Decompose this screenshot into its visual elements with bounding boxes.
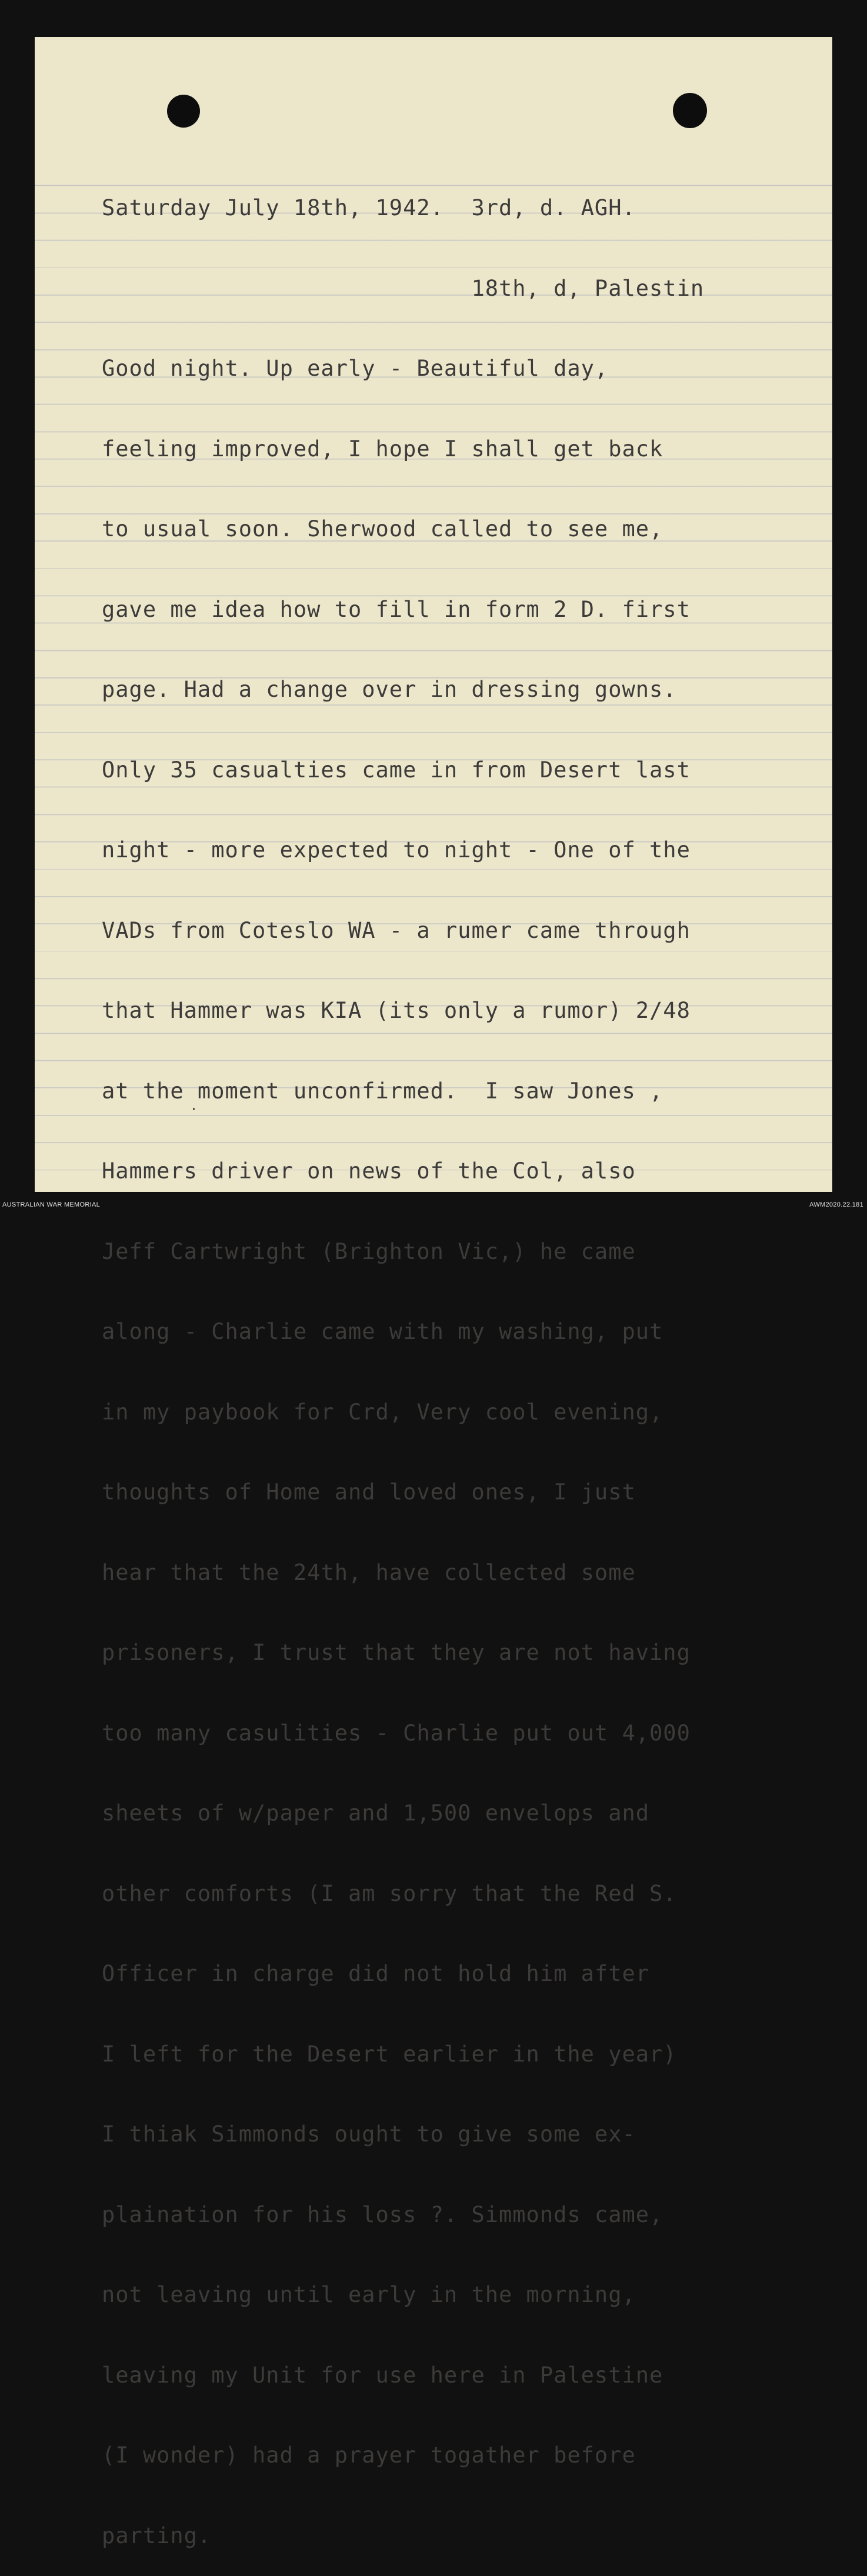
- typed-diary-entry: [102, 141, 798, 2576]
- text-line: prisoners, I trust that they are not having: [102, 1640, 691, 1665]
- text-line: at the moment unconfirmed. I saw Jones ,: [102, 1078, 663, 1104]
- text-line: not leaving until early in the morning,: [102, 2282, 636, 2307]
- ink-speck: [193, 1108, 195, 1110]
- footer-institution: AUSTRALIAN WAR MEMORIAL: [2, 1201, 101, 1208]
- text-line: in my paybook for Crd, Very cool evening,: [102, 1399, 663, 1425]
- text-line: Hammers driver on news of the Col, also: [102, 1158, 636, 1184]
- text-line: to usual soon. Sherwood called to see me,: [102, 516, 663, 542]
- text-line: gave me idea how to fill in form 2 D. first: [102, 596, 691, 622]
- text-line: parting.: [102, 2522, 212, 2548]
- text-line: I thiak Simmonds ought to give some ex-: [102, 2121, 636, 2147]
- footer-accession-number: AWM2020.22.181: [809, 1201, 863, 1208]
- text-line: Officer in charge did not hold him after: [102, 1961, 650, 1986]
- text-line: sheets of w/paper and 1,500 envelops and: [102, 1800, 650, 1826]
- text-line: feeling improved, I hope I shall get back: [102, 436, 663, 462]
- text-line: VADs from Coteslo WA - a rumer came through: [102, 917, 691, 943]
- text-line: (I wonder) had a prayer togather before: [102, 2443, 636, 2468]
- text-line: page. Had a change over in dressing gowns.: [102, 677, 677, 702]
- text-line: I left for the Desert earlier in the year): [102, 2041, 677, 2067]
- text-line: 18th, d, Palestin: [102, 275, 705, 301]
- text-line: Good night. Up early - Beautiful day,: [102, 356, 609, 381]
- punch-hole-left: [167, 95, 200, 128]
- text-line: night - more expected to night - One of the: [102, 837, 691, 863]
- text-line: thoughts of Home and loved ones, I just: [102, 1479, 636, 1505]
- text-line: hear that the 24th, have collected some: [102, 1559, 636, 1585]
- text-line: other comforts (I am sorry that the Red S.: [102, 1880, 677, 1906]
- punch-hole-right: [673, 93, 707, 128]
- text-line: Jeff Cartwright (Brighton Vic,) he came: [102, 1238, 636, 1264]
- text-line: along - Charlie came with my washing, put: [102, 1319, 663, 1344]
- text-line: plaination for his loss ?. Simmonds came,: [102, 2201, 663, 2227]
- text-line: Saturday July 18th, 1942. 3rd, d. AGH.: [102, 195, 636, 220]
- text-line: Only 35 casualties came in from Desert last: [102, 757, 691, 783]
- text-line: too many casulities - Charlie put out 4,000: [102, 1720, 691, 1746]
- text-line: leaving my Unit for use here in Palestine: [102, 2362, 663, 2388]
- text-line: that Hammer was KIA (its only a rumor) 2/48: [102, 998, 691, 1023]
